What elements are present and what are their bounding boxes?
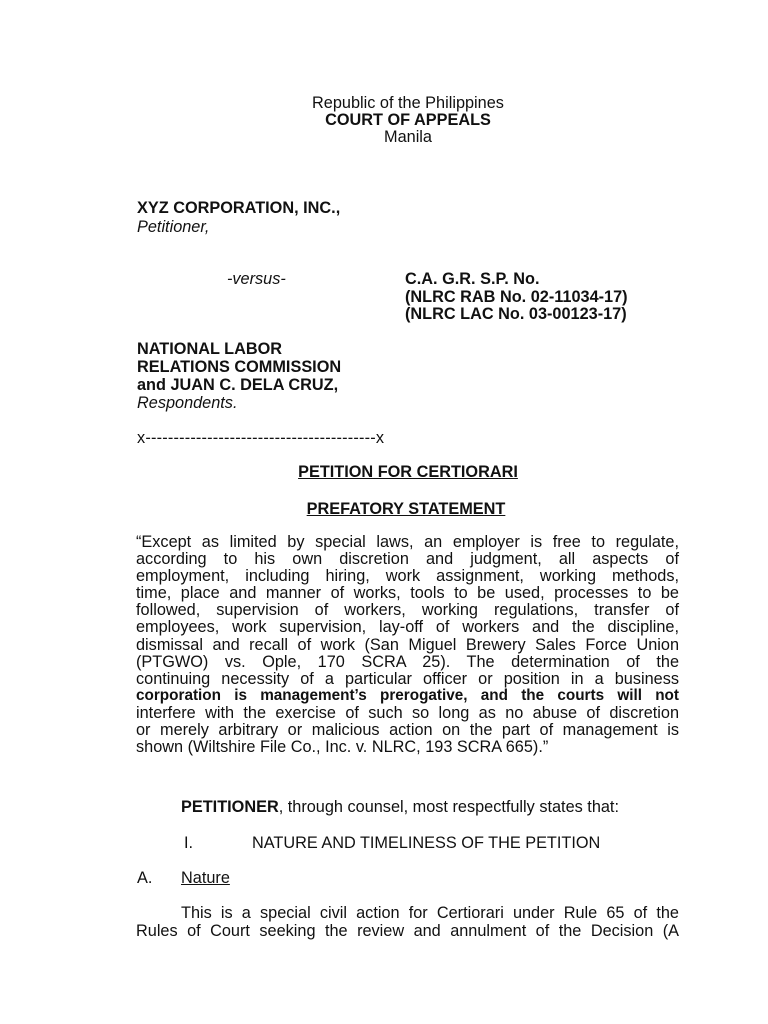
case-number-line: (NLRC RAB No. 02-11034-17) [405, 287, 628, 306]
body-line: This is a special civil action for Certiorari under Rule 65 of the [181, 904, 679, 922]
prefatory-title: PREFATORY STATEMENT [306, 500, 506, 518]
quote-line: interfere with the exercise of such so long as no abuse of discretion [136, 703, 679, 722]
city-line: Manila [384, 128, 432, 146]
body-line: Rules of Court seeking the review and annulment of the Decision (A [136, 922, 679, 940]
section-number: I. [184, 834, 194, 852]
section-title: NATURE AND TIMELINESS OF THE PETITION [252, 834, 601, 852]
section-heading [184, 834, 600, 852]
respondents-block [137, 340, 341, 412]
quote-line: or merely arbitrary or malicious action on the part of management is [136, 721, 679, 740]
quote-line: employment, including hiring, work assignment, working methods, [136, 567, 679, 586]
quote-line: (PTGWO) vs. Ople, 170 SCRA 25). The determination of the [136, 652, 679, 671]
respondent-line: RELATIONS COMMISSION [137, 358, 342, 376]
quote-line: shown (Wiltshire File Co., Inc. v. NLRC, 193 SCRA 665).” [136, 738, 549, 757]
intro-party: PETITIONER [181, 798, 279, 816]
subsection-letter: A. [137, 869, 153, 887]
quote-line: followed, supervision of workers, working regulations, transfer of [136, 601, 679, 620]
respondent-line: and JUAN C. DELA CRUZ, [137, 376, 339, 394]
quote-line: employees, work supervision, lay-off of workers and the discipline, [136, 618, 679, 637]
respondents-role: Respondents. [137, 394, 238, 412]
case-number-line: (NLRC LAC No. 03-00123-17) [405, 305, 627, 323]
case-number-line: C.A. G.R. S.P. No. [405, 270, 540, 288]
petitioner-name: XYZ CORPORATION, INC., [137, 199, 341, 217]
petition-title: PETITION FOR CERTIORARI [298, 463, 518, 481]
country-line: Republic of the Philippines [312, 94, 504, 112]
quote-line: dismissal and recall of work (San Miguel Brewery Sales Force Union [136, 635, 679, 654]
intro-text: , through counsel, most respectfully states that: [278, 798, 619, 816]
versus-label: -versus- [227, 270, 286, 288]
petitioner-block [137, 199, 340, 237]
petitioner-role: Petitioner, [137, 218, 210, 236]
quote-bold-line: corporation is management’s prerogative, and the courts will not [136, 686, 679, 704]
intro-paragraph [181, 798, 619, 816]
prefatory-quote [136, 533, 679, 755]
subsection-heading [137, 869, 230, 887]
quote-line: according to his own discretion and judgment, all aspects of [136, 550, 679, 569]
body-paragraph [136, 904, 679, 940]
court-header [0, 94, 768, 145]
respondent-line: NATIONAL LABOR [137, 340, 283, 358]
case-number-block [405, 270, 628, 323]
quote-line: time, place and manner of works, tools to be used, processes to be [136, 584, 679, 603]
quote-line: continuing necessity of a particular officer or position in a business [136, 669, 679, 688]
caption-separator: x-----------------------------------------x [137, 429, 385, 447]
subsection-title: Nature [181, 869, 230, 887]
quote-line: “Except as limited by special laws, an employer is free to regulate, [136, 533, 679, 551]
court-name: COURT OF APPEALS [325, 111, 491, 129]
